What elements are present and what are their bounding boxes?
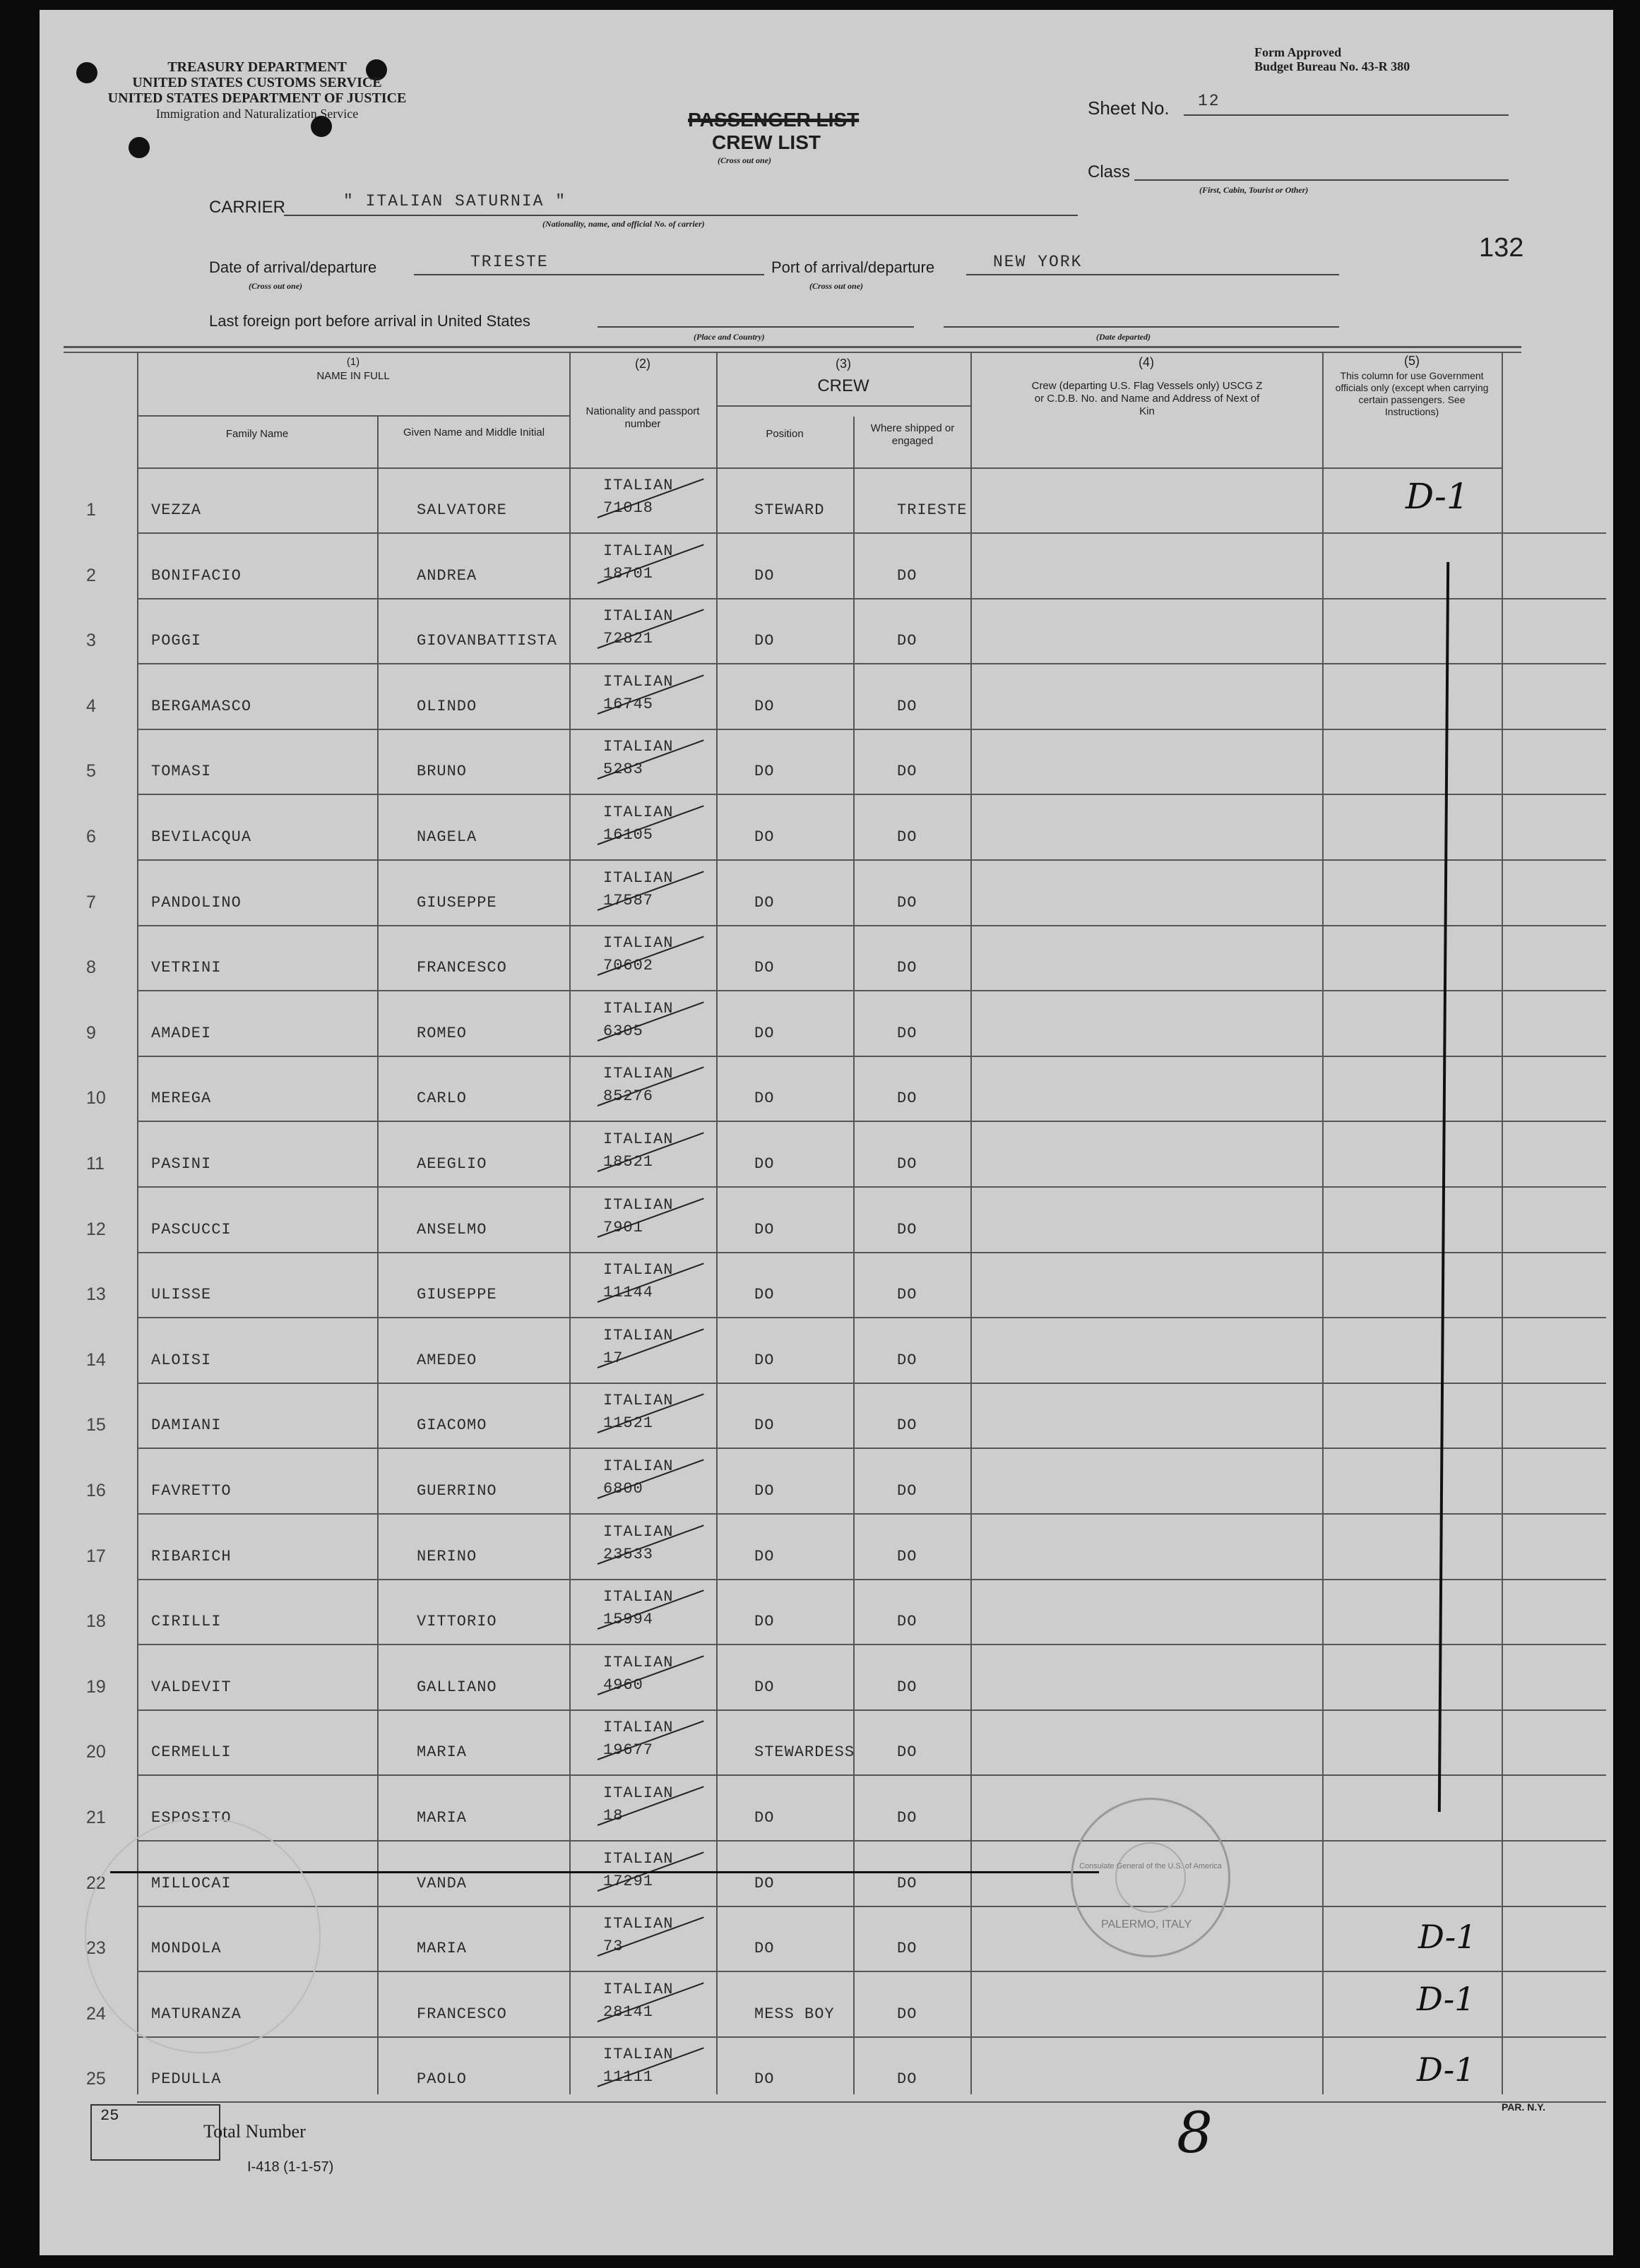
family-name: RIBARICH (151, 1548, 232, 1565)
port-value: NEW YORK (993, 253, 1083, 271)
punch-hole (129, 137, 150, 158)
table-row (40, 2036, 1613, 2101)
family-name: MEREGA (151, 1090, 212, 1107)
total-box-value: 25 (100, 2107, 119, 2125)
handwritten-d1: D-1 (1417, 2051, 1475, 2089)
given-name: AEEGLIO (417, 1155, 487, 1173)
port-hint: (Cross out one) (809, 281, 864, 291)
crew-position: DO (754, 1025, 775, 1042)
nationality: ITALIAN (603, 607, 674, 625)
title-crew-list: CREW LIST (712, 131, 821, 153)
table-row (40, 1318, 1613, 1383)
given-name: GIOVANBATTISTA (417, 632, 557, 650)
passport-number: 17587 (603, 892, 654, 909)
passport-number: 73 (603, 1938, 624, 1955)
row-number: 4 (86, 696, 96, 716)
row-number: 7 (86, 893, 96, 912)
class-label: Class (1088, 162, 1131, 181)
passport-number: 6800 (603, 1480, 643, 1498)
given-name: FRANCESCO (417, 959, 507, 977)
table-row (40, 991, 1613, 1056)
col5-text: This column for use Government officials only (except when carrying certain passengers. See Instructions) (1335, 370, 1489, 417)
agency-line: UNITED STATES CUSTOMS SERVICE (132, 75, 382, 90)
given-name: MARIA (417, 1809, 468, 1827)
nationality: ITALIAN (603, 1065, 674, 1082)
table-row (40, 1448, 1613, 1513)
nationality: ITALIAN (603, 1915, 674, 1933)
printer-mark: PAR. N.Y. (1502, 2101, 1545, 2113)
passport-number: 70602 (603, 957, 654, 974)
passport-number: 5283 (603, 760, 643, 778)
family-name: ESPOSITO (151, 1809, 232, 1827)
given-name: MARIA (417, 1940, 468, 1957)
place-hint: (Place and Country) (694, 332, 765, 342)
passport-number: 71018 (603, 499, 654, 517)
given-name: OLINDO (417, 698, 477, 715)
passport-number: 6305 (603, 1022, 643, 1040)
nationality: ITALIAN (603, 804, 674, 821)
table-row (40, 1187, 1613, 1252)
table-row (40, 729, 1613, 794)
where-shipped: DO (897, 1025, 917, 1042)
where-shipped: DO (897, 959, 917, 977)
family-name: FAVRETTO (151, 1482, 232, 1500)
col-given-name: Given Name and Middle Initial (403, 426, 545, 438)
where-shipped: TRIESTE (897, 501, 968, 519)
family-name: PANDOLINO (151, 894, 242, 912)
crew-position: DO (754, 1286, 775, 1303)
given-name: VANDA (417, 1875, 468, 1892)
family-name: CERMELLI (151, 1743, 232, 1761)
table-row (40, 1645, 1613, 1709)
where-shipped: DO (897, 1090, 917, 1107)
date-departed-hint: (Date departed) (1096, 332, 1151, 342)
form-number: I-418 (1-1-57) (247, 2159, 334, 2175)
row-number: 19 (86, 1677, 106, 1697)
table-row (40, 1514, 1613, 1579)
table-row (40, 794, 1613, 859)
col4-text: Crew (departing U.S. Flag Vessels only) USCG Z or C.D.B. No. and Name and Address of Next of Kin (1031, 380, 1263, 417)
col-where-shipped: Where shipped or engaged (870, 422, 955, 447)
nationality: ITALIAN (603, 1784, 674, 1802)
passport-number: 11521 (603, 1414, 654, 1432)
col1-number: (1) (346, 356, 360, 368)
row-number: 18 (86, 1611, 106, 1631)
table-row (40, 533, 1613, 598)
nationality: ITALIAN (603, 1523, 674, 1541)
crew-position: DO (754, 567, 775, 585)
handwritten-d1: D-1 (1417, 1980, 1475, 2018)
given-name: CARLO (417, 1090, 468, 1107)
given-name: ROMEO (417, 1025, 468, 1042)
family-name: ULISSE (151, 1286, 212, 1303)
where-shipped: DO (897, 1351, 917, 1369)
family-name: ALOISI (151, 1351, 212, 1369)
nationality: ITALIAN (603, 1392, 674, 1409)
crew-position: DO (754, 1351, 775, 1369)
date-value: TRIESTE (470, 253, 549, 271)
passport-number: 18701 (603, 565, 654, 583)
row-number: 23 (86, 1938, 106, 1958)
given-name: GALLIANO (417, 1678, 497, 1696)
passport-number: 17291 (603, 1873, 654, 1890)
handwritten-total: 8 (1177, 2100, 1213, 2166)
where-shipped: DO (897, 1678, 917, 1696)
date-label: Date of arrival/departure (209, 258, 377, 276)
row-number: 2 (86, 566, 96, 585)
table-row (40, 1252, 1613, 1317)
given-name: FRANCESCO (417, 2005, 507, 2023)
family-name: PASINI (151, 1155, 212, 1173)
where-shipped: DO (897, 698, 917, 715)
class-hint: (First, Cabin, Tourist or Other) (1199, 185, 1309, 195)
where-shipped: DO (897, 828, 917, 846)
given-name: AMEDEO (417, 1351, 477, 1369)
given-name: SALVATORE (417, 501, 507, 519)
where-shipped: DO (897, 1940, 917, 1957)
family-name: MILLOCAI (151, 1875, 232, 1892)
given-name: GUERRINO (417, 1482, 497, 1500)
handwritten-d1: D-1 (1406, 476, 1469, 517)
row-number: 8 (86, 957, 96, 977)
crew-position: DO (754, 1809, 775, 1827)
table-row (40, 1121, 1613, 1186)
document-page (40, 10, 1613, 2255)
passport-number: 11111 (603, 2068, 654, 2086)
nationality: ITALIAN (603, 673, 674, 691)
passport-number: 11144 (603, 1284, 654, 1301)
crew-position: DO (754, 1155, 775, 1173)
where-shipped: DO (897, 1743, 917, 1761)
nationality: ITALIAN (603, 1196, 674, 1214)
given-name: GIACOMO (417, 1416, 487, 1434)
col-family-name: Family Name (225, 428, 289, 440)
faded-stamp (85, 1818, 321, 2053)
crew-position: DO (754, 1678, 775, 1696)
carrier-value: " ITALIAN SATURNIA " (343, 192, 567, 210)
crew-position: DO (754, 828, 775, 846)
row-number: 11 (86, 1154, 105, 1174)
where-shipped: DO (897, 1482, 917, 1500)
agency-line: UNITED STATES DEPARTMENT OF JUSTICE (107, 90, 407, 106)
family-name: CIRILLI (151, 1613, 222, 1630)
crew-position: DO (754, 894, 775, 912)
nationality: ITALIAN (603, 1261, 674, 1279)
row-number: 17 (86, 1546, 106, 1566)
family-name: DAMIANI (151, 1416, 222, 1434)
row-number: 6 (86, 827, 96, 847)
nationality: ITALIAN (603, 869, 674, 887)
given-name: NERINO (417, 1548, 477, 1565)
col1-title: NAME IN FULL (316, 370, 390, 382)
family-name: PEDULLA (151, 2070, 222, 2088)
row-number: 20 (86, 1742, 106, 1762)
row-number: 10 (86, 1088, 106, 1108)
col-nationality: Nationality and passport number (586, 405, 700, 430)
nationality: ITALIAN (603, 934, 674, 952)
agency-block (73, 59, 441, 121)
nationality: ITALIAN (603, 1000, 674, 1017)
title-passenger-list: PASSENGER LIST (688, 109, 860, 131)
crew-position: DO (754, 959, 775, 977)
nationality: ITALIAN (603, 1457, 674, 1475)
where-shipped: DO (897, 1286, 917, 1303)
table-row (40, 1775, 1613, 1840)
passport-number: 15994 (603, 1611, 654, 1628)
crew-position: DO (754, 1090, 775, 1107)
passport-number: 16745 (603, 696, 654, 713)
stamp-text: PALERMO, ITALY (1101, 1918, 1192, 1930)
last-port-label: Last foreign port before arrival in United States (209, 312, 530, 330)
family-name: BERGAMASCO (151, 698, 252, 715)
passport-number: 19677 (603, 1741, 654, 1759)
table-row (40, 664, 1613, 729)
table-row (40, 925, 1613, 990)
col-crew: CREW (817, 376, 869, 395)
row-number: 3 (86, 631, 96, 650)
crew-position: DO (754, 1548, 775, 1565)
carrier-hint: (Nationality, name, and official No. of carrier) (542, 219, 705, 229)
family-name: TOMASI (151, 763, 212, 780)
consulate-stamp (1071, 1798, 1230, 1957)
crew-position: DO (754, 1416, 775, 1434)
agency-line: TREASURY DEPARTMENT (167, 59, 347, 75)
family-name: MONDOLA (151, 1940, 222, 1957)
family-name: BEVILACQUA (151, 828, 252, 846)
crew-position: STEWARDESS (754, 1743, 855, 1761)
row-number: 25 (86, 2069, 106, 2089)
row-number: 5 (86, 761, 96, 781)
passport-number: 7901 (603, 1219, 643, 1236)
given-name: NAGELA (417, 828, 477, 846)
total-number-label: Total Number (203, 2121, 306, 2142)
where-shipped: DO (897, 2070, 917, 2088)
row-number: 9 (86, 1023, 96, 1043)
col4-number: (4) (1139, 355, 1154, 369)
passport-number: 18521 (603, 1153, 654, 1171)
crew-position: DO (754, 632, 775, 650)
where-shipped: DO (897, 1416, 917, 1434)
row-number: 16 (86, 1481, 106, 1500)
table-row (40, 1709, 1613, 1774)
crew-position: MESS BOY (754, 2005, 835, 2023)
row-divider (137, 2101, 1606, 2103)
given-name: ANDREA (417, 567, 477, 585)
passport-number: 23533 (603, 1546, 654, 1563)
where-shipped: DO (897, 1613, 917, 1630)
page-number: 132 (1479, 233, 1524, 263)
row-number: 13 (86, 1284, 106, 1304)
nationality: ITALIAN (603, 542, 674, 560)
date-hint: (Cross out one) (249, 281, 303, 291)
row-number: 1 (86, 500, 96, 520)
table-row (40, 598, 1613, 663)
col3-number: (3) (836, 357, 851, 371)
passport-number: 18 (603, 1807, 624, 1825)
passport-number: 17 (603, 1349, 624, 1367)
col5-number: (5) (1404, 354, 1420, 368)
family-name: BONIFACIO (151, 567, 242, 585)
where-shipped: DO (897, 1875, 917, 1892)
nationality: ITALIAN (603, 1981, 674, 1998)
table-row (40, 860, 1613, 925)
nationality: ITALIAN (603, 2046, 674, 2063)
nationality: ITALIAN (603, 477, 674, 494)
where-shipped: DO (897, 1155, 917, 1173)
row-number: 14 (86, 1350, 106, 1370)
given-name: BRUNO (417, 763, 468, 780)
table-row (40, 467, 1613, 532)
family-name: VETRINI (151, 959, 222, 977)
crew-position: DO (754, 763, 775, 780)
crew-position: DO (754, 2070, 775, 2088)
passport-number: 72821 (603, 630, 654, 647)
row-number: 12 (86, 1219, 106, 1239)
given-name: GIUSEPPE (417, 894, 497, 912)
passport-number: 4960 (603, 1676, 643, 1694)
where-shipped: DO (897, 632, 917, 650)
where-shipped: DO (897, 2005, 917, 2023)
nationality: ITALIAN (603, 1850, 674, 1868)
where-shipped: DO (897, 1221, 917, 1239)
given-name: ANSELMO (417, 1221, 487, 1239)
table-row (40, 1056, 1613, 1121)
row-number: 24 (86, 2004, 106, 2024)
where-shipped: DO (897, 894, 917, 912)
nationality: ITALIAN (603, 1719, 674, 1736)
row-number: 15 (86, 1415, 106, 1435)
agency-line: Immigration and Naturalization Service (155, 107, 359, 121)
handwritten-d1: D-1 (1418, 1918, 1477, 1956)
crew-position: STEWARD (754, 501, 825, 519)
given-name: GIUSEPPE (417, 1286, 497, 1303)
nationality: ITALIAN (603, 1588, 674, 1606)
passport-number: 85276 (603, 1087, 654, 1105)
stamp-text: Consulate General of the U.S. of America (1079, 1862, 1222, 1870)
crew-position: DO (754, 1613, 775, 1630)
given-name: PAOLO (417, 2070, 468, 2088)
cross-out-hint: (Cross out one) (718, 155, 772, 165)
where-shipped: DO (897, 1548, 917, 1565)
row-number: 21 (86, 1808, 106, 1827)
crew-position: DO (754, 1940, 775, 1957)
crew-position: DO (754, 698, 775, 715)
nationality: ITALIAN (603, 1130, 674, 1148)
col-position: Position (766, 428, 804, 440)
carrier-label: CARRIER (209, 198, 286, 217)
nationality: ITALIAN (603, 1654, 674, 1671)
budget-bureau: Budget Bureau No. 43-R 380 (1254, 59, 1410, 73)
table-row (40, 1579, 1613, 1644)
nationality: ITALIAN (603, 738, 674, 756)
where-shipped: DO (897, 763, 917, 780)
family-name: VALDEVIT (151, 1678, 232, 1696)
form-approved: Form Approved (1254, 45, 1342, 59)
port-label: Port of arrival/departure (771, 258, 935, 276)
where-shipped: DO (897, 567, 917, 585)
crew-position: DO (754, 1875, 775, 1892)
family-name: POGGI (151, 632, 202, 650)
given-name: MARIA (417, 1743, 468, 1761)
family-name: MATURANZA (151, 2005, 242, 2023)
where-shipped: DO (897, 1809, 917, 1827)
family-name: PASCUCCI (151, 1221, 232, 1239)
crew-position: DO (754, 1221, 775, 1239)
sheet-number: 12 (1198, 92, 1220, 110)
family-name: AMADEI (151, 1025, 212, 1042)
passport-number: 16105 (603, 826, 654, 844)
passport-number: 28141 (603, 2003, 654, 2021)
family-name: VEZZA (151, 501, 202, 519)
crew-position: DO (754, 1482, 775, 1500)
sheet-label: Sheet No. (1088, 97, 1170, 119)
given-name: VITTORIO (417, 1613, 497, 1630)
row-number: 22 (86, 1873, 106, 1893)
col2-number: (2) (635, 357, 650, 371)
nationality: ITALIAN (603, 1327, 674, 1344)
table-row (40, 1383, 1613, 1448)
